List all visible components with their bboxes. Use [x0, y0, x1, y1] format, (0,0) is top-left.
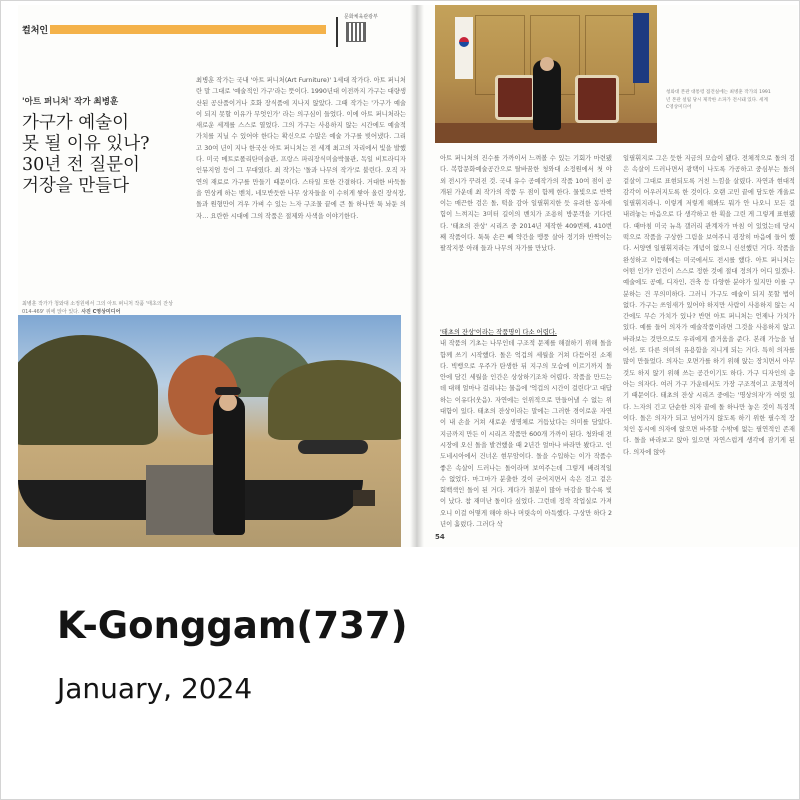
answer-text: 내 작품의 기초는 나무인데 구조적 문제를 해결하기 위해 돌을 함께 쓰기 시작했다. 돌은 억겁의 세월을 거쳐 다듬어진 소재다. 빅뱅으로 우주가 탄생한 뒤 지구의 모습에 이르기까지 돌 안에 담긴 세월을 인간은 상상하기조차 어렵다. 작품을 만드는 데 대해 얼마나 걸리냐는 물음에 '억겁의 시간이 걸린다'고 대답하는 이유다(웃음). 자연에는 인위적으로 만들어낼 수 없는 위대함이 있다. 태초의 잔상이라는 말에는 그러한 경이로운 자연이 내 손을 거쳐 새로운 생명체로 거듭났다는 의미를 담았다. 지금까지 만든 이 시리즈 작품만 600개 가까이 된다. 청와대 전시장에 오신 돌을 발견했을 때 2년간 얼마나 바라만 봤다고. 인도네시아에서 건너온 현무암이다. 돌을 수입하는 이가 작품수 좋은 속살이 드러나는 돌이라며 보여주는데 그렇게 배려적일 수 없었다. 마그마가 분출한 것이 굳어지면서 속은 검고 겉은 회백색인 돌이 된 거다. 게다가 철분이 많아 마감을 할수록 빛이 났다. 참 재미난 돌이다 싶었다. 그런데 정작 작업실로 가져오니 이걸 어떻게 해야 하나 머릿속이 아득했다. 구상만 하다 2년이 흘렀다. 그러다 삭	[440, 340, 612, 529]
qr-code-icon	[346, 22, 366, 42]
article-body-left: 최병훈 작가는 국내 '아트 퍼니처(Art Furniture)' 1세대 작가다. 아트 퍼니처란 말 그대로 '예술적인 가구'라는 뜻이다. 1990년대 이전까지 가구는 대량생산된 공산품이거나 호화 장식품에 지나지 않았다. 그때 작가는 '가구가 예술이 되지 못할 이유가 무엇인가' 라는 의구심이 들었다. 이에 아트 퍼니처라는 새로운 세계를 스스로 열었다. 그의 가구는 사용하지 않는 시간에도 예술적 가치를 지닐 수 있어야 한다는 확신으로 수많은 예술 가구를 빚어냈다. 그리고 30여 년이 지나 한국산 아트 퍼니처는 전 세계 최고의 자리에서 빛을 발했다. 미국 메트로폴리탄미술관, 프랑스 파리장식미술박물관, 독일 비트라디자인뮤지엄 등이 그 무대였다. 최 작가는 '돌과 나무의 작가'로 불린다. 오직 자연의 재료로 가구를 만들기 때문이다. 스타일 또한 간결하다. 거대한 바둑돌을 연상케 하는 벤치, 네모반듯한 나무 상자들을 이 수히게 쌓아 올린 장식장, 돌과 원형만이 겨우 가벼 수 있는 느자 구조물 끝에 큰 돌 하나만 툭 놔둔 의자… 요란한 시대에 그의 작품은 절제와 사색을 이야기한다.	[196, 77, 406, 220]
photo-credit: 사진 C영상미디어	[81, 308, 121, 315]
interior-caption: 청와대 본관 대통령 접견실에는 최병훈 작가의 1991년 본관 설립 당시 제작한 소파가 전시돼 있다. 세계 C영상미디어	[666, 90, 771, 110]
garden-photo	[18, 315, 401, 547]
headline-line: 가구가 예술이	[22, 113, 129, 133]
armchair-image	[575, 75, 619, 123]
headline-line: 못 될 이유 있나?	[22, 134, 150, 154]
article-body-right-col1-qa	[440, 327, 612, 533]
magazine-spread	[18, 5, 798, 547]
left-page	[18, 5, 417, 547]
question-subhead: '태초의 잔상'이라는 작품명이 다소 어렵다.	[440, 329, 557, 336]
spread-gutter	[410, 5, 424, 547]
artist-face	[540, 57, 554, 71]
artist-figure	[213, 395, 245, 535]
article-body-right-col1: 아트 퍼니처의 진수를 가까이서 느껴볼 수 있는 기회가 마련됐다. 복합문화예술공간으로 탈바꿈한 청와대 소정원에서 첫 야외 전시가 꾸려진 것. 국내 유수 공예작가의 작품 10여 점이 공개된 가운데 최 작가의 작품 두 점이 함께 한다. 물빛으로 반짝이는 매끈한 검은 돌, 떡을 감아 일필휘지한 듯 유려한 동자에 힘이 느껴지는 3미터 길이의 벤치가 조용히 방문객을 기다린다. '태초의 잔상' 시리즈 중 2014년 제작한 409번째, 410번째 작품이다. 툭툭 손끈 빼 약간을 맹풍 살아 정기와 반짝이는 팔작지붕 아래 들과 나무의 자가를 만났다.	[440, 155, 612, 253]
korean-flag-icon	[455, 17, 473, 79]
hat-icon	[215, 387, 241, 395]
logo-bar-icon	[336, 17, 342, 47]
trees-image	[18, 335, 158, 445]
publication-title: K-Gonggam(737)	[57, 604, 408, 647]
sculpture-image	[298, 440, 368, 454]
armchair-image	[495, 75, 535, 120]
right-page	[417, 5, 798, 547]
photo-caption	[22, 301, 182, 316]
artist-face	[219, 393, 237, 411]
headline-line: 거장을 만들다	[22, 176, 129, 196]
interior-photo	[435, 5, 657, 143]
page-number: 54	[435, 533, 445, 541]
sign-image	[353, 490, 375, 506]
article-kicker: '아트 퍼니처' 작가 최병훈	[22, 97, 119, 107]
article-body-right-col2: 일필휘지로 그은 듯한 지금의 모습이 됐다. 전체적으로 돌의 검은 속살이 드러나면서 광택이 나도록 가공하고 중심부는 돌의 겉살이 그대로 표현되도록 거친 느낌을 살렸다. 자연과 현대적 감각이 어우러지도록 한 것이다. 오랜 고민 끝에 담도한 개울로 일필휘지라니. 이렇게 저렇게 해봐도 뭐가 안 나오니 모든 걸 내려놓는 마음으로 다 생각하고 한 획을 그린 게 그렇게 표현됐다. 때마침 미국 뉴욕 갤러리 관계자가 마침 이 있었는데 당시 떡으로 작품을 구상한 그림을 보여주니 굉장히 마음에 들어 했다. 서양엔 일필휘지라는 개념이 없으니 신선했던 거다. 작품을 완성하고 이듬해에는 미국에서도 전시를 했다. 아트 퍼니처는 어떤 인가? 인간이 스스로 정한 것에 절대 정의가 어디 있겠나. 예술에도 공예, 디자인, 건축 등 다양한 분야가 있지만 이를 구분하는 건 무의미하다. 그러니 가구도 예술이 되지 못할 법이 없다. 가구는 쓰임새가 있어야 하지만 사람이 사용하지 않는 시간에도 무슨 가치가 있나? 반면 아트 퍼니처는 언제나 가치가 있다. 예를 들어 의자가 예술작품이라면 그것을 사용하지 않고 바라보는 것만으로도 우리에게 즐거움을 준다. 본래 가능을 넘어선, 또 다른 의미의 유용함을 지니게 되는 거다. 특히 의자를 많이 만들었다. 의자는 오면가를 하기 위해 앉는 장치면서 아무것도 하지 않기 위해 쓰는 공간이기도 하다. 가구 디자인의 총아는 의자다. 여러 가구 가운데서도 가장 구조적이고 조형적이기 때문이다. 태초의 잔상 시리즈 중에는 '명상의자'가 여럿 있다. 느자의 긴고 단순한 의자 끝에 돌 하나만 놓은 것이 특징적이다. 돌은 의자가 되고 넘어가지 않도록 하기 위한 필수적 장치인 동시에 의자에 앉으면 바주할 수밖에 없는 필연적인 존재다. 돌을 바라보고 앉아 있으면 자연스럽게 생각에 잠기게 된다. 의자에 앉아	[623, 155, 795, 456]
publication-date: January, 2024	[57, 672, 253, 705]
ministry-logo	[334, 13, 378, 55]
caption-text: 최병훈 작가가 청와대 소정원에서 그의 아트 퍼니처 작품 '태초의 잔상 014-469' 위에 앉아 있다.	[22, 301, 173, 315]
logo-text: 문화체육관광부	[344, 14, 378, 20]
trees-image	[268, 360, 401, 440]
header-bar	[50, 25, 326, 34]
presidential-flag-icon	[633, 13, 649, 83]
section-label: 컬처인	[22, 26, 49, 36]
headline-line: 30년 전 질문이	[22, 155, 140, 175]
article-headline	[22, 113, 192, 197]
